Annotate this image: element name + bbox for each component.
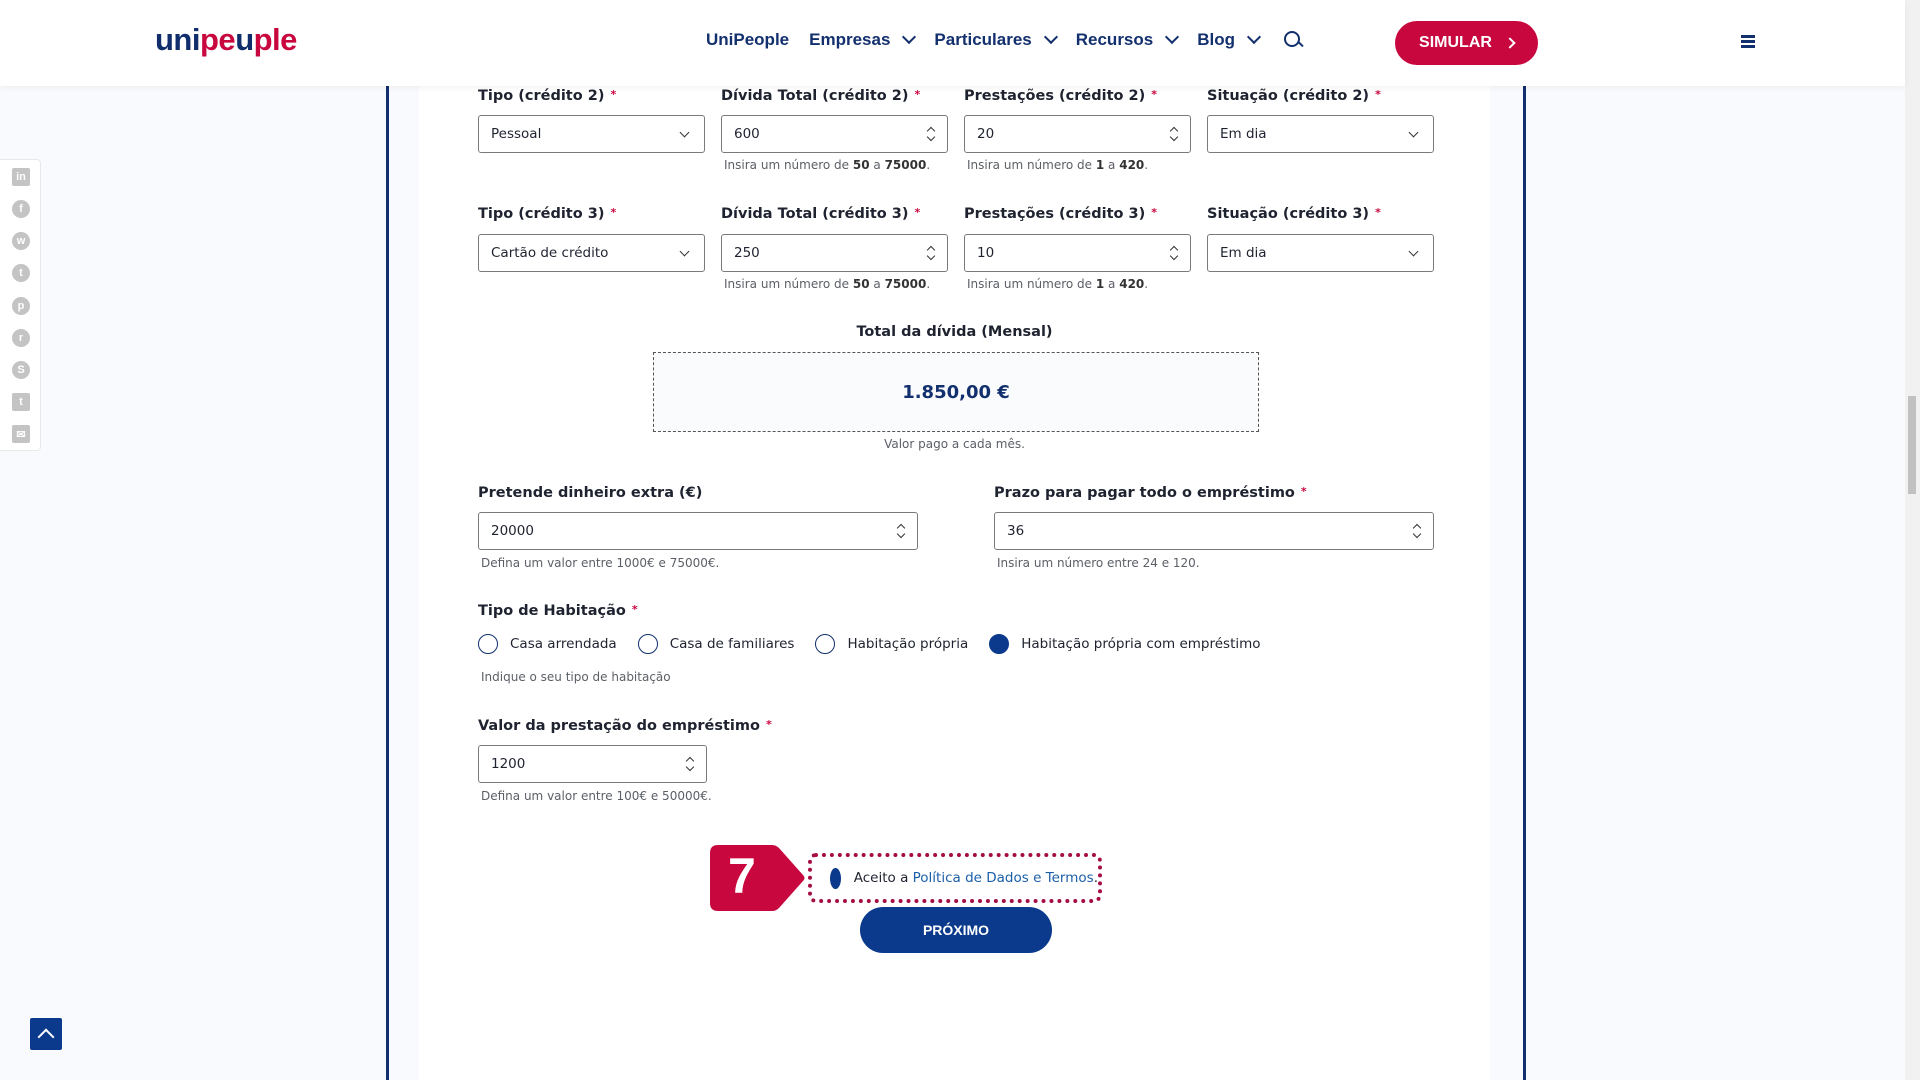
nav-label: Blog [1197,30,1236,49]
tumblr-icon[interactable]: t [12,393,30,411]
chevron-down-icon [902,30,916,44]
pinterest-icon[interactable]: p [12,297,30,315]
twitter-icon[interactable]: t [12,264,30,282]
tipo-habitacao-hint: Indique o seu tipo de habitação [481,670,671,684]
nav-unipeople[interactable] [706,30,789,50]
chevron-down-icon [1247,30,1261,44]
consent-text: Aceito a Política de Dados e Termos. [853,870,1098,886]
search-icon[interactable] [1283,30,1303,50]
chevron-down-icon [1409,247,1419,257]
scrollbar-thumb[interactable] [1908,396,1916,494]
situacao-credito-2-select[interactable]: Em dia [1207,115,1434,153]
divida-credito-2-label: Dívida Total (crédito 2) * [721,88,921,104]
valor-prestacao-label: Valor da prestação do empréstimo * [478,718,772,734]
total-divida-value: 1.850,00 € [653,352,1259,432]
total-divida-hint: Valor pago a cada mês. [884,437,1025,451]
tipo-credito-3-label: Tipo (crédito 3) * [478,206,617,222]
chevron-right-icon [1504,37,1515,48]
proximo-button[interactable] [860,907,1052,953]
linkedin-icon[interactable]: in [12,168,30,186]
nav-label: Recursos [1075,30,1154,49]
prestacoes-credito-2-hint: Insira um número de 1 a 420. [967,158,1149,172]
prestacoes-credito-2-label: Prestações (crédito 2) * [964,88,1158,104]
chevron-down-icon [680,247,690,257]
facebook-icon[interactable]: f [12,200,30,218]
dinheiro-extra-label: Pretende dinheiro extra (€) [478,485,703,501]
dinheiro-extra-hint: Defina um valor entre 1000€ e 75000€. [481,556,720,570]
main-nav [706,30,1303,50]
logo-text-pe: pe [200,22,236,57]
divida-credito-2-hint: Insira um número de 50 a 75000. [724,158,931,172]
step-badge [710,845,806,911]
stepper-icon[interactable] [927,126,935,142]
chevron-down-icon [1409,128,1419,138]
stepper-icon[interactable] [927,245,935,261]
prestacoes-credito-2-input[interactable]: 20 [964,115,1191,153]
reddit-icon[interactable]: r [12,329,30,347]
nav-blog[interactable] [1197,30,1259,50]
chevron-down-icon [1044,30,1058,44]
nav-label: UniPeople [706,30,790,49]
email-icon[interactable]: ✉ [12,425,30,443]
logo-text-u: u [235,22,254,57]
nav-label: Particulares [934,30,1032,49]
proximo-label: PRÓXIMO [922,922,990,938]
divida-credito-3-input[interactable]: 250 [721,234,948,272]
radio-casa-de-familiares[interactable]: Casa de familiares [638,634,795,654]
nav-recursos[interactable] [1076,30,1177,50]
situacao-credito-3-select[interactable]: Em dia [1207,234,1434,272]
simular-label: SIMULAR [1419,34,1492,51]
step-badge-shape [710,845,806,911]
radio-casa-arrendada[interactable]: Casa arrendada [478,634,617,654]
tipo-credito-2-select[interactable]: Pessoal [478,115,705,153]
logo[interactable] [155,22,297,58]
nav-empresas[interactable] [809,30,914,50]
prestacoes-credito-3-hint: Insira um número de 1 a 420. [967,277,1149,291]
total-divida-label: Total da dívida (Mensal) [856,324,1053,340]
situacao-credito-2-label: Situação (crédito 2) * [1207,88,1381,104]
radio-icon[interactable] [815,634,835,654]
tipo-habitacao-radio-group [478,634,1282,654]
divida-credito-3-label: Dívida Total (crédito 3) * [721,206,921,222]
chevron-down-icon [1165,30,1179,44]
whatsapp-icon[interactable]: w [12,232,30,250]
valor-prestacao-hint: Defina um valor entre 100€ e 50000€. [481,789,712,803]
radio-icon[interactable] [478,634,498,654]
checkbox-checked-icon[interactable] [830,868,841,889]
politica-link[interactable]: Política de Dados e Termos [912,870,1094,886]
prazo-input[interactable]: 36 [994,512,1434,550]
chevron-down-icon [680,128,690,138]
dinheiro-extra-input[interactable]: 20000 [478,512,918,550]
site-header [0,0,1905,86]
valor-prestacao-input[interactable]: 1200 [478,745,707,783]
radio-icon[interactable] [638,634,658,654]
prestacoes-credito-3-label: Prestações (crédito 3) * [964,206,1158,222]
stepper-icon[interactable] [897,523,905,539]
skype-icon[interactable]: S [12,361,30,379]
stepper-icon[interactable] [686,756,694,772]
stepper-icon[interactable] [1413,523,1421,539]
logo-text-ple: ple [253,22,297,57]
page-scrollbar[interactable] [1905,0,1920,1080]
divida-credito-3-hint: Insira um número de 50 a 75000. [724,277,931,291]
tipo-credito-2-label: Tipo (crédito 2) * [478,88,617,104]
simular-button[interactable] [1395,21,1538,65]
nav-particulares[interactable] [934,30,1055,50]
step-number: 7 [728,848,756,904]
prestacoes-credito-3-input[interactable]: 10 [964,234,1191,272]
tipo-credito-3-select[interactable]: Cartão de crédito [478,234,705,272]
consent-checkbox[interactable] [808,853,1102,903]
radio-habitacao-propria-com-emprestimo[interactable]: Habitação própria com empréstimo [989,634,1260,654]
logo-text-uni: uni [155,22,200,57]
menu-icon[interactable] [1741,35,1755,48]
stepper-icon[interactable] [1170,245,1178,261]
prazo-hint: Insira um número entre 24 e 120. [997,556,1200,570]
nav-label: Empresas [809,30,891,49]
stepper-icon[interactable] [1170,126,1178,142]
radio-habitacao-propria[interactable]: Habitação própria [815,634,968,654]
situacao-credito-3-label: Situação (crédito 3) * [1207,206,1381,222]
divida-credito-2-input[interactable]: 600 [721,115,948,153]
prazo-label: Prazo para pagar todo o empréstimo * [994,485,1307,501]
radio-selected-icon[interactable] [989,634,1009,654]
tipo-habitacao-label: Tipo de Habitação * [478,603,638,619]
